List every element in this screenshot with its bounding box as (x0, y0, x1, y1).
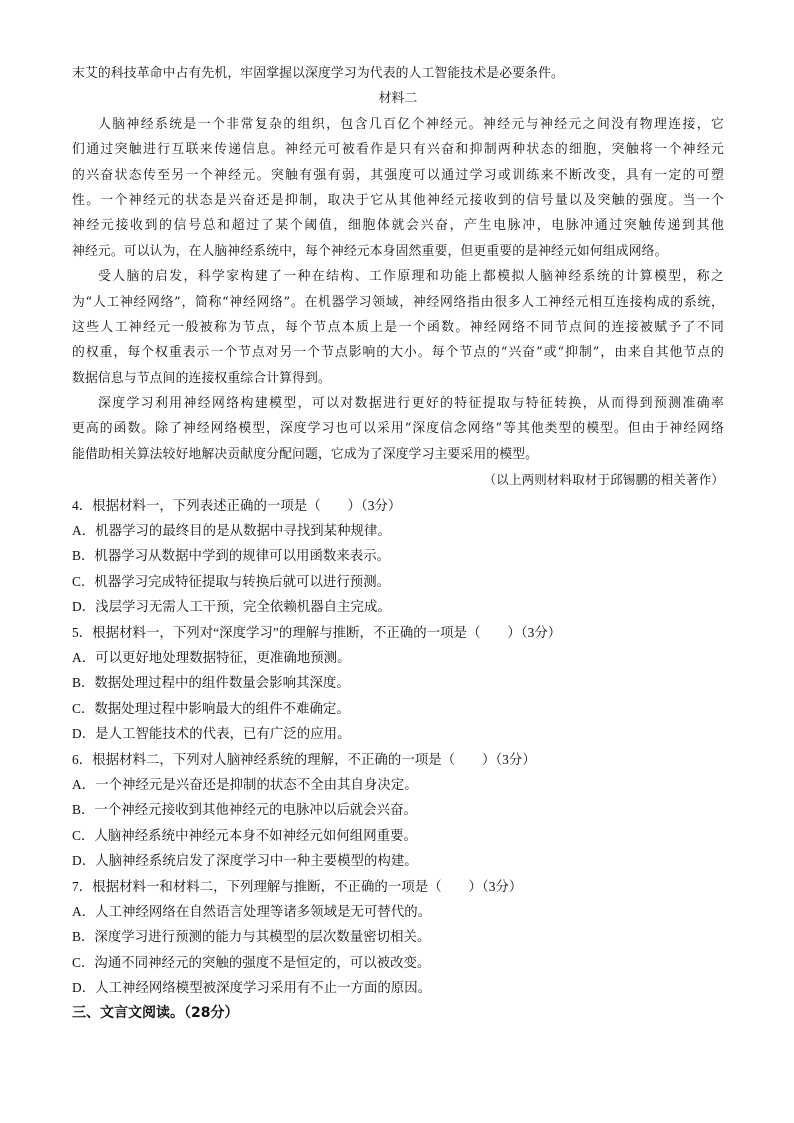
material-two-paragraph-2 (72, 264, 724, 391)
question-stem: 7．根据材料一和材料二，下列理解与推断，不正确的一项是（ ）（3分） (72, 878, 523, 894)
paragraph-line: 人脑神经系统是一个非常复杂的组织，包含几百亿个神经元。神经元与神经元之间没有物理连接，它 (98, 116, 724, 132)
material-two-paragraph-3 (72, 391, 724, 467)
paragraph-line: 受人脑的启发，科学家构建了一种在结构、工作原理和功能上都模拟人脑神经系统的计算模型，称之 (98, 269, 724, 285)
material-two-paragraph-1 (72, 112, 724, 264)
question-stem: 5．根据材料一，下列对“深度学习”的理解与推断，不正确的一项是（ ）（3分） (72, 624, 562, 640)
answer-option: C．沟通不同神经元的突触的强度不是恒定的，可以被改变。 (72, 954, 431, 970)
paragraph-line: 的权重，每个权重表示一个节点对另一个节点影响的大小。每个节点的“兴奋”或“抑制”，由来自其他节点的 (72, 345, 724, 361)
paragraph-line: 数据信息与节点间的连接权重综合计算得到。 (72, 370, 331, 386)
question-stem: 6．根据材料二，下列对人脑神经系统的理解，不正确的一项是（ ）（3分） (72, 751, 536, 767)
answer-option: A．机器学习的最终目的是从数据中寻找到某种规律。 (72, 523, 391, 539)
page-content (72, 61, 724, 1026)
answer-option: A．一个神经元是兴奋还是抑制的状态不全由其自身决定。 (72, 776, 418, 792)
answer-option: D．是人工智能技术的代表，已有广泛的应用。 (72, 726, 351, 742)
answer-option: B．机器学习从数据中学到的规律可以用函数来表示。 (72, 548, 391, 564)
question-stem: 4．根据材料一，下列表述正确的一项是（ ）（3分） (72, 497, 402, 513)
paragraph-line: 能借助相关算法较好地解决贡献度分配问题，它成为了深度学习主要采用的模型。 (72, 446, 539, 462)
answer-option: C．人脑神经系统中神经元本身不如神经元如何组网重要。 (72, 827, 417, 843)
answer-option: A．可以更好地处理数据特征，更准确地预测。 (72, 649, 351, 665)
section-three-heading: 三、文言文阅读。（28分） (72, 1005, 239, 1022)
material-two-heading: 材料二 (378, 91, 418, 107)
answer-option: D．人脑神经系统启发了深度学习中一种主要模型的构建。 (72, 853, 418, 869)
paragraph-line: 这些人工神经元一般被称为节点，每个节点本质上是一个函数。神经网络不同节点间的连接被赋予了不同 (72, 319, 724, 335)
answer-option: D．人工神经网络模型被深度学习采用有不止一方面的原因。 (72, 980, 432, 996)
paragraph-line: 性。一个神经元的状态是兴奋还是抑制，取决于它从其他神经元接收到的信号量以及突触的强度。当一个 (72, 192, 724, 208)
paragraph-line: 的兴奋状态传至另一个神经元。突触有强有弱，其强度可以通过学习或训练来不断改变，具有一定的可塑 (72, 167, 724, 183)
question-4 (72, 493, 724, 620)
source-note: （以上两则材料取材于邱锡鹏的相关著作） (483, 472, 724, 488)
paragraph-line: 神经元接收到的信号总和超过了某个阈值，细胞体就会兴奋，产生电脉冲，电脉冲通过突触传递到其他 (72, 218, 724, 234)
question-6 (72, 747, 724, 874)
answer-option: B．一个神经元接收到其他神经元的电脉冲以后就会兴奋。 (72, 802, 417, 818)
paragraph-line: 更高的函数。除了神经网络模型，深度学习也可以采用“深度信念网络”等其他类型的模型。但由于神经网络 (72, 421, 724, 437)
question-7 (72, 874, 724, 1001)
paragraph-line: 为“人工神经网络”，简称“神经网络”。在机器学习领域，神经网络指由很多人工神经元相互连接构成的系统， (72, 294, 724, 310)
question-5 (72, 620, 724, 747)
answer-option: C．数据处理过程中影响最大的组件不难确定。 (72, 700, 350, 716)
paragraph-line: 神经元。可以认为，在人脑神经系统中，每个神经元本身固然重要，但更重要的是神经元如何组成网络。 (72, 243, 668, 259)
opening-line: 末艾的科技革命中占有先机，牢固掌握以深度学习为代表的人工智能技术是必要条件。 (72, 66, 564, 81)
answer-option: B．深度学习进行预测的能力与其模型的层次数量密切相关。 (72, 929, 431, 945)
paragraph-line: 深度学习利用神经网络构建模型，可以对数据进行更好的特征提取与特征转换，从而得到预测准确率 (98, 396, 724, 412)
answer-option: A．人工神经网络在自然语言处理等诸多领域是无可替代的。 (72, 903, 432, 919)
answer-option: B．数据处理过程中的组件数量会影响其深度。 (72, 675, 350, 691)
answer-option: D．浅层学习无需人工干预，完全依赖机器自主完成。 (72, 599, 391, 615)
answer-option: C．机器学习完成特征提取与转换后就可以进行预测。 (72, 573, 391, 589)
paragraph-line: 们通过突触进行互联来传递信息。神经元可被看作是只有兴奋和抑制两种状态的细胞，突触将一个神经元 (72, 142, 724, 158)
